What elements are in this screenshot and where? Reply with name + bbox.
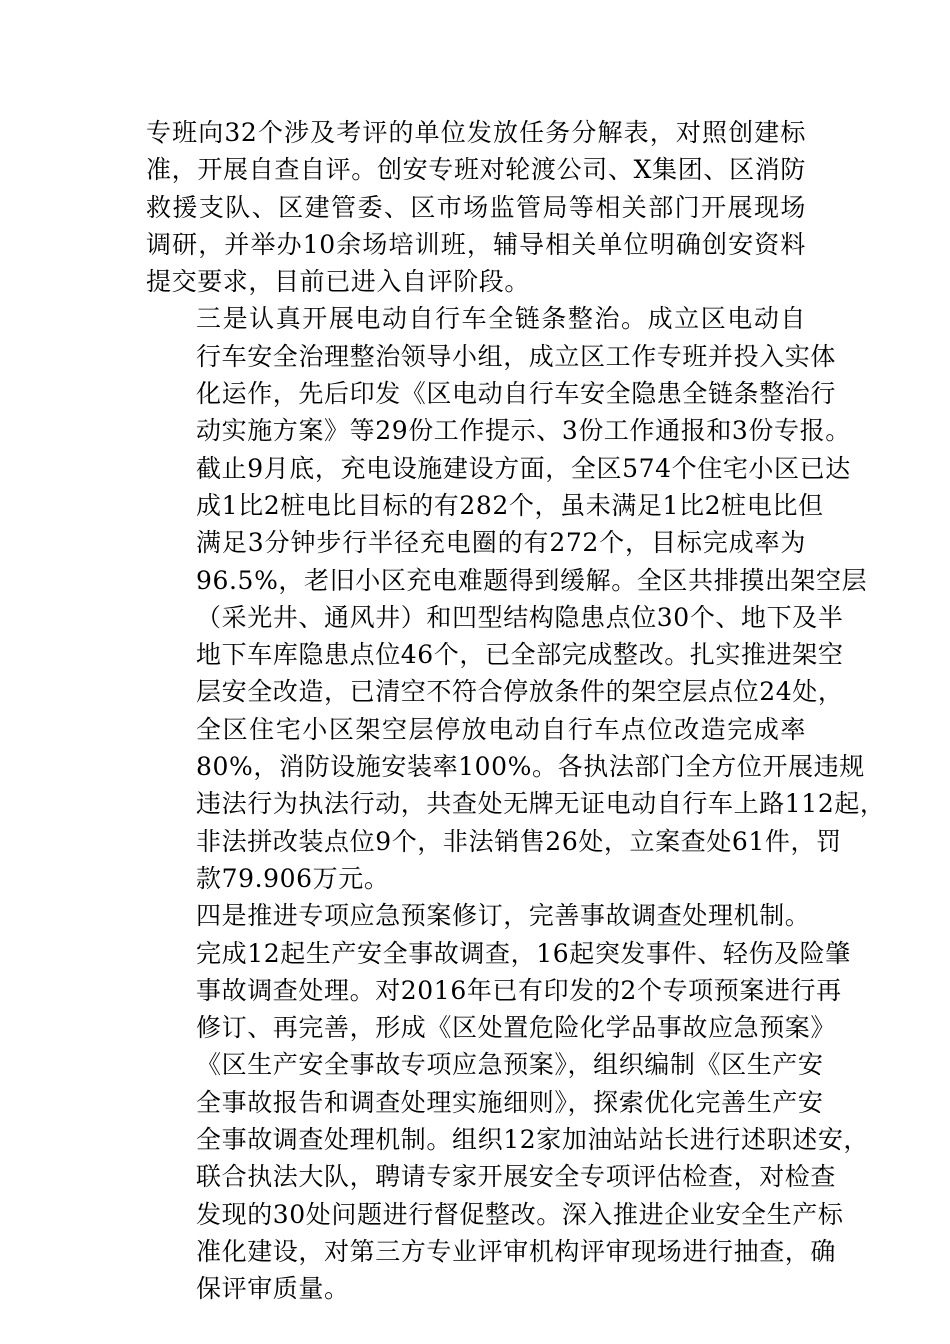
text-line: 80%，消防设施安装率100%。各执法部门全方位开展违规 [196,752,865,782]
paragraph-2 [146,300,886,897]
text-line: 层安全改造，已清空不符合停放条件的架空层点位24处， [196,677,844,707]
text-line: 救援支队、区建管委、区市场监管局等相关部门开展现场 [146,192,806,222]
text-line: 成1比2桩电比目标的有282个，虽未满足1比2桩电比但 [196,490,824,520]
text-line: 四是推进专项应急预案修订，完善事故调查处理机制。 [196,901,811,931]
text-line: 截止9月底，充电设施建设方面，全区574个住宅小区已达 [196,453,851,483]
text-line: 非法拼改装点位9个，非法销售26处，立案查处61件，罚 [196,826,842,856]
text-line: 调研，并举办10余场培训班，辅导相关单位明确创安资料 [146,229,806,259]
paragraph-1 [146,114,806,300]
text-line: 96.5%，老旧小区充电难题得到缓解。全区共排摸出架空层 [196,565,868,595]
text-line: 全事故报告和调查处理实施细则》，探索优化完善生产安 [196,1087,824,1117]
text-line: 《区生产安全事故专项应急预案》，组织编制《区生产安 [196,1050,824,1080]
text-line: 发现的30处问题进行督促整改。深入推进企业安全生产标 [196,1199,844,1229]
text-line: 动实施方案》等29份工作提示、3份工作通报和3份专报。 [196,416,851,446]
text-line: 完成12起生产安全事故调查，16起突发事件、轻伤及险肇 [196,938,851,968]
text-line: 准，开展自查自评。创安专班对轮渡公司、X集团、区消防 [146,155,806,185]
text-line: 保评审质量。 [196,1274,350,1304]
text-line: 满足3分钟步行半径充电圈的有272个，目标完成率为 [196,528,806,558]
document-body [146,114,886,1308]
paragraph-3 [146,897,870,1307]
text-line: 款79.906万元。 [196,863,390,893]
text-line: 化运作，先后印发《区电动自行车安全隐患全链条整治行 [196,379,837,409]
text-line: 违法行为执法行动，共查处无牌无证电动自行车上路112起， [196,789,886,819]
text-line: 全区住宅小区架空层停放电动自行车点位改造完成率 [196,714,806,744]
text-line: 事故调查处理。对2016年已有印发的2个专项预案进行再 [196,975,842,1005]
text-line: （采光井、通风井）和凹型结构隐患点位30个、地下及半 [196,602,844,632]
text-line: 行车安全治理整治领导小组，成立区工作专班并投入实体 [196,341,837,371]
text-line: 准化建设，对第三方专业评审机构评审现场进行抽查，确 [196,1236,837,1266]
text-line: 提交要求，目前已进入自评阶段。 [146,267,531,297]
text-line: 全事故调查处理机制。组织12家加油站站长进行述职述安， [196,1125,870,1155]
text-line: 地下车库隐患点位46个，已全部完成整改。扎实推进架空 [196,640,844,670]
text-line: 三是认真开展电动自行车全链条整治。成立区电动自 [196,304,806,334]
text-line: 专班向32个涉及考评的单位发放任务分解表，对照创建标 [146,118,806,147]
text-line: 联合执法大队，聘请专家开展安全专项评估检查，对检查 [196,1162,837,1192]
text-line: 修订、再完善，形成《区处置危险化学品事故应急预案》 [196,1013,837,1043]
